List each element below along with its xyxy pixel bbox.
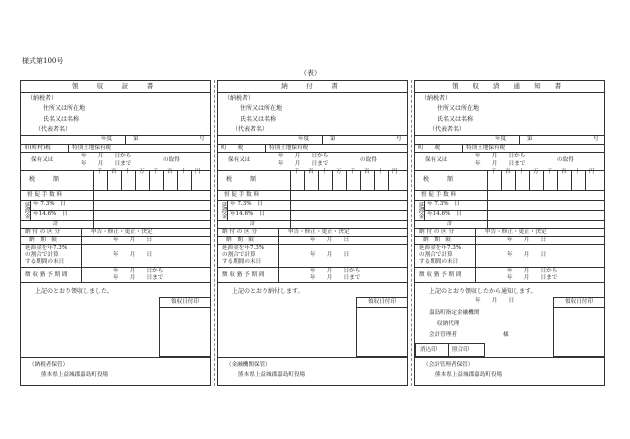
panel-title: 領 収 証 書 xyxy=(21,81,210,93)
fiscal-year-label: 年度 xyxy=(495,136,507,142)
digit-label: 万 xyxy=(336,169,342,175)
rate-2: 年14.6% 日 xyxy=(427,211,462,217)
late-note-3: する期間の末日 xyxy=(419,259,459,265)
number-label: 第 xyxy=(330,136,336,142)
receipt-stamp-box xyxy=(553,297,605,357)
digit-label: 円 xyxy=(589,169,595,175)
late-period-end: 年 月 日 xyxy=(113,252,153,258)
office-label: 熊本県上益城郡嘉島町役場 xyxy=(238,372,306,378)
tax-kind: 特別土地保有税 xyxy=(466,145,506,151)
grace-label: 徴 収 猶 予 期 間 xyxy=(25,272,68,278)
name-label: 氏名又は名称 xyxy=(437,116,474,123)
digit-label: 百 xyxy=(167,169,173,175)
late-fee-label: 延滞金 xyxy=(417,202,424,219)
digit-label: 十 xyxy=(181,169,187,175)
digit-label: 千 xyxy=(491,169,497,175)
panel-title: 領 収 済 通 知 書 xyxy=(415,81,604,93)
category-label: 納 付 の 区 分 xyxy=(222,229,258,235)
late-note-3: する期間の末日 xyxy=(222,259,262,265)
digit-label: 千 xyxy=(547,169,553,175)
receipt-stamp-label: 領収日付印 xyxy=(357,298,407,308)
total-label: 計 xyxy=(250,221,256,227)
sama-label: 様 xyxy=(503,332,509,338)
fiscal-year-label: 年度 xyxy=(101,136,113,142)
period-to: 年 月 日まで xyxy=(475,161,526,167)
late-note-1: 延滞金を年7.3% xyxy=(222,245,265,251)
rate-1: 年 7.3% 日 xyxy=(427,201,460,207)
receipt-stamp-box xyxy=(159,297,211,357)
digit-label: 百 xyxy=(364,169,370,175)
digit-label: 円 xyxy=(392,169,398,175)
period-to: 年 月 日まで xyxy=(278,161,329,167)
number-suffix: 号 xyxy=(199,136,205,142)
perforation-line xyxy=(411,80,412,386)
digit-label: 十 xyxy=(125,169,131,175)
late-note-1: 延滞金を年7.3% xyxy=(25,245,68,251)
office-label: 熊本県上益城郡嘉島町役場 xyxy=(41,372,109,378)
late-note-2: の割合で計算 xyxy=(25,252,59,258)
tax-kind: 特別土地保有税 xyxy=(72,145,112,151)
grace-label: 徴 収 猶 予 期 間 xyxy=(222,272,265,278)
category-value: 申告・修正・更正・決定 xyxy=(288,229,350,235)
grace-from: 年 月 日から xyxy=(310,268,361,274)
late-note-2: の割合で計算 xyxy=(419,252,453,258)
taxpayer-label: （納税者） xyxy=(421,95,452,102)
tax-amount-label: 税 額 xyxy=(29,176,60,183)
notice-date: 年 月 日 xyxy=(475,298,515,304)
address-label: 住所又は所在地 xyxy=(240,105,283,112)
due-date-label: 納 期 限 xyxy=(423,237,451,243)
period-from: 年 月 日から xyxy=(475,153,526,159)
digit-label: 十 xyxy=(322,169,328,175)
tax-name: 市(町村)税 xyxy=(24,145,51,151)
number-label: 第 xyxy=(527,136,533,142)
due-date-label: 納 期 限 xyxy=(29,237,57,243)
tax-amount-label: 税 額 xyxy=(423,176,454,183)
taxpayer-label: （納税者） xyxy=(27,95,58,102)
number-suffix: 号 xyxy=(593,136,599,142)
late-fee-label: 延滞金 xyxy=(220,202,227,219)
tax-amount-row xyxy=(415,170,604,190)
holding-label: 保有又は xyxy=(31,157,54,163)
receipt-stamp-box xyxy=(356,297,408,357)
side-label: （表） xyxy=(300,69,321,77)
receipt-message: 上記のとおり納付します。 xyxy=(232,288,304,295)
digit-label: 千 xyxy=(153,169,159,175)
grace-to: 年 月 日まで xyxy=(507,275,558,281)
representative-label: （代表者名） xyxy=(232,126,269,133)
holding-label: 保有又は xyxy=(425,157,448,163)
digit-label: 円 xyxy=(195,169,201,175)
due-date-value: 年 月 日 xyxy=(310,237,350,243)
keeper-label: （納税者保管） xyxy=(29,362,69,368)
rate-2: 年14.6% 日 xyxy=(33,211,68,217)
grace-label: 徴 収 猶 予 期 間 xyxy=(419,272,462,278)
digit-label: 十 xyxy=(378,169,384,175)
tax-amount-label: 税 額 xyxy=(226,176,257,183)
rate-1: 年 7.3% 日 xyxy=(33,201,66,207)
total-label: 計 xyxy=(447,221,453,227)
grace-to: 年 月 日まで xyxy=(310,275,361,281)
keeper-label: （会計管理者保管） xyxy=(423,362,474,368)
late-note-3: する期間の末日 xyxy=(25,259,65,265)
penalty-label: 督 促 手 数 料 xyxy=(224,192,260,198)
representative-label: （代表者名） xyxy=(35,126,72,133)
digit-label: 百 xyxy=(561,169,567,175)
category-label: 納 付 の 区 分 xyxy=(25,229,61,235)
acquisition-label: の取得 xyxy=(360,157,377,163)
digit-label: 千 xyxy=(350,169,356,175)
tax-name: 町 税 xyxy=(221,145,244,151)
number-label: 第 xyxy=(133,136,139,142)
late-fee-label: 延滞金 xyxy=(23,202,30,219)
digit-label: 百 xyxy=(308,169,314,175)
late-period-end: 年 月 日 xyxy=(507,252,547,258)
due-date-value: 年 月 日 xyxy=(113,237,153,243)
notice-message: 上記のとおり領収したから通知します。 xyxy=(429,288,537,295)
name-label: 氏名又は名称 xyxy=(43,116,80,123)
form-number: 様式第100号 xyxy=(22,57,64,65)
form-panel xyxy=(217,80,408,386)
category-value: 申告・修正・更正・決定 xyxy=(485,229,547,235)
tax-kind: 特別土地保有税 xyxy=(269,145,309,151)
grace-from: 年 月 日から xyxy=(507,268,558,274)
digit-label: 万 xyxy=(533,169,539,175)
check-stamp-label: 照合印 xyxy=(452,347,469,353)
late-note-1: 延滞金を年7.3% xyxy=(419,245,462,251)
penalty-label: 督 促 手 数 料 xyxy=(421,192,457,198)
digit-label: 百 xyxy=(111,169,117,175)
grace-from: 年 月 日から xyxy=(113,268,164,274)
office-label: 熊本県上益城郡嘉島町役場 xyxy=(435,372,503,378)
category-value: 申告・修正・更正・決定 xyxy=(91,229,153,235)
late-note-2: の割合で計算 xyxy=(222,252,256,258)
total-label: 計 xyxy=(53,221,59,227)
due-date-value: 年 月 日 xyxy=(507,237,547,243)
category-label: 納 付 の 区 分 xyxy=(419,229,455,235)
digit-label: 十 xyxy=(519,169,525,175)
keeper-label: （金融機関保管） xyxy=(226,362,271,368)
grace-to: 年 月 日まで xyxy=(113,275,164,281)
acquisition-label: の取得 xyxy=(557,157,574,163)
bank-name: 嘉島町指定金融機関 xyxy=(429,310,480,316)
tax-amount-row xyxy=(218,170,407,190)
number-suffix: 号 xyxy=(396,136,402,142)
address-label: 住所又は所在地 xyxy=(43,105,86,112)
rate-1: 年 7.3% 日 xyxy=(230,201,263,207)
receipt-stamp-label: 領収日付印 xyxy=(554,298,604,308)
receipt-stamp-label: 領収日付印 xyxy=(160,298,210,308)
perforation-line xyxy=(214,80,215,386)
penalty-label: 督 促 手 数 料 xyxy=(27,192,63,198)
panel-title: 納 付 書 xyxy=(218,81,407,93)
form-panel xyxy=(20,80,211,386)
fiscal-year-label: 年度 xyxy=(298,136,310,142)
late-period-end: 年 月 日 xyxy=(310,252,350,258)
tax-amount-row xyxy=(21,170,210,190)
digit-label: 十 xyxy=(575,169,581,175)
holding-label: 保有又は xyxy=(228,157,251,163)
period-to: 年 月 日まで xyxy=(81,161,132,167)
digit-label: 千 xyxy=(97,169,103,175)
cancel-stamp-box xyxy=(415,343,485,357)
agent-label: 収納代理 xyxy=(437,321,460,327)
name-label: 氏名又は名称 xyxy=(240,116,277,123)
address-label: 住所又は所在地 xyxy=(437,105,480,112)
acquisition-label: の取得 xyxy=(163,157,180,163)
period-from: 年 月 日から xyxy=(278,153,329,159)
manager-label: 会計管理者 xyxy=(429,332,457,338)
form-panel xyxy=(414,80,605,386)
tax-name: 町 税 xyxy=(418,145,441,151)
digit-label: 千 xyxy=(294,169,300,175)
due-date-label: 納 期 限 xyxy=(226,237,254,243)
period-from: 年 月 日から xyxy=(81,153,132,159)
digit-label: 万 xyxy=(139,169,145,175)
taxpayer-label: （納税者） xyxy=(224,95,255,102)
rate-2: 年14.6% 日 xyxy=(230,211,265,217)
cancel-stamp-label: 消込印 xyxy=(420,347,437,353)
digit-label: 百 xyxy=(505,169,511,175)
representative-label: （代表者名） xyxy=(429,126,466,133)
receipt-message: 上記のとおり領収しました。 xyxy=(35,288,114,295)
